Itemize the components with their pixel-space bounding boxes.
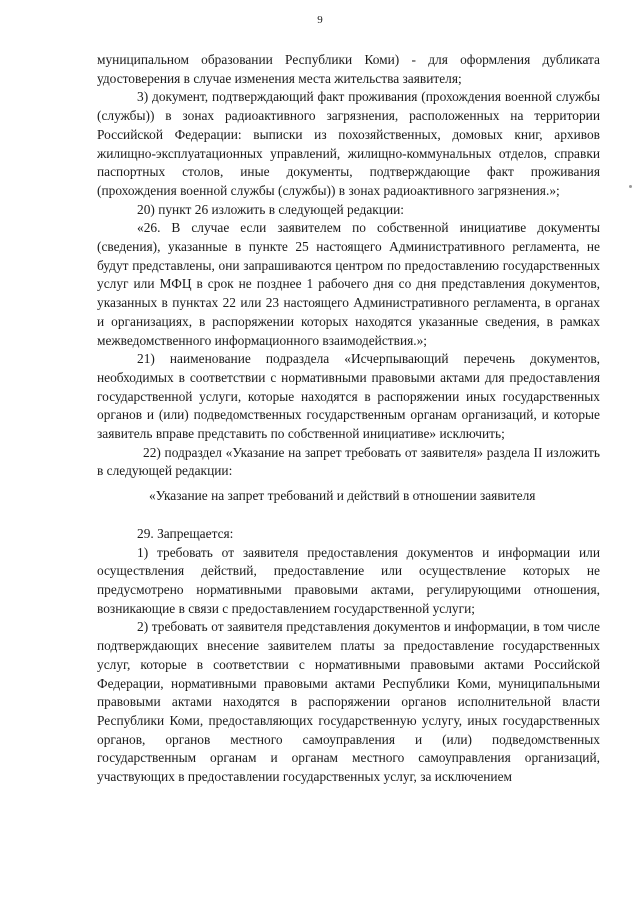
- paragraph-item-3: 3) документ, подтверждающий факт проживания (прохождения военной службы (службы)) в зонах радиоактивного загрязнения, расположенных на территории Российской Федерации: выписки из похозяйственных, домовых книг, архивов жилищно-эксплуатационных управлений, жилищно-коммунальных отделов, справки паспортных столов, иные документы, подтверждающие факт проживания (прохождения военной службы (службы)) в зонах радиоактивного загрязнения.»;: [97, 89, 600, 198]
- paragraph-item-21: 21) наименование подраздела «Исчерпывающий перечень документов, необходимых в соответствии с нормативными правовыми актами для предоставления государственной услуги, которые находятся в распоряжении иных государственных органов и (или) подведомственных государственным органам организаций, и которые заявитель вправе представить по собственной инициативе» исключить;: [97, 351, 600, 442]
- paragraph-clause-26: «26. В случае если заявителем по собственной инициативе документы (сведения), указанные в пункте 25 настоящего Административного регламента, не будут представлены, они запрашиваются центром по предоставлению государственных услуг или МФЦ в срок не позднее 1 рабочего дня со дня представления документов, указанных в пунктах 22 или 23 настоящего Административного регламента, в органах и организациях, в распоряжении которых находятся указанные сведения, в рамках межведомственного информационного взаимодействия.»;: [97, 220, 600, 348]
- document-body: [97, 51, 600, 787]
- paragraph-item-20: 20) пункт 26 изложить в следующей редакции:: [137, 201, 405, 217]
- paragraph-clause-29: 29. Запрещается:: [137, 525, 234, 541]
- paragraph-clause-29-item-2: 2) требовать от заявителя представления документов и информации, в том числе подтверждающих внесение заявителем платы за предоставление государственных услуг, которые в соответствии с нормативными правовыми актами Российской Федерации, нормативными правовыми актами Республики Коми, муниципальными правовыми актами находятся в распоряжении органов исполнительной власти Республики Коми, предоставляющих государственную услугу, иных государственных органов, органов местного самоуправления и (или) подведомственных государственным органам и органам местного самоуправления организаций, участвующих в предоставлении государственных услуг, за исключением: [97, 619, 600, 785]
- paragraph-item-22: 22) подраздел «Указание на запрет требовать от заявителя» раздела II изложить в следующей редакции:: [97, 444, 600, 479]
- margin-speck: [629, 185, 632, 188]
- page-number: 9: [317, 14, 323, 26]
- subsection-heading: «Указание на запрет требований и действий в отношении заявителя: [149, 488, 536, 504]
- paragraph-clause-29-item-1: 1) требовать от заявителя предоставления документов и информации или осуществления действий, предоставление или осуществление которых не предусмотрено нормативными правовыми актами, регулирующими отношения, возникающие в связи с предоставлением государственной услуги;: [97, 544, 600, 616]
- paragraph-continuation: муниципальном образовании Республики Коми) - для оформления дубликата удостоверения в случае изменения места жительства заявителя;: [97, 52, 600, 86]
